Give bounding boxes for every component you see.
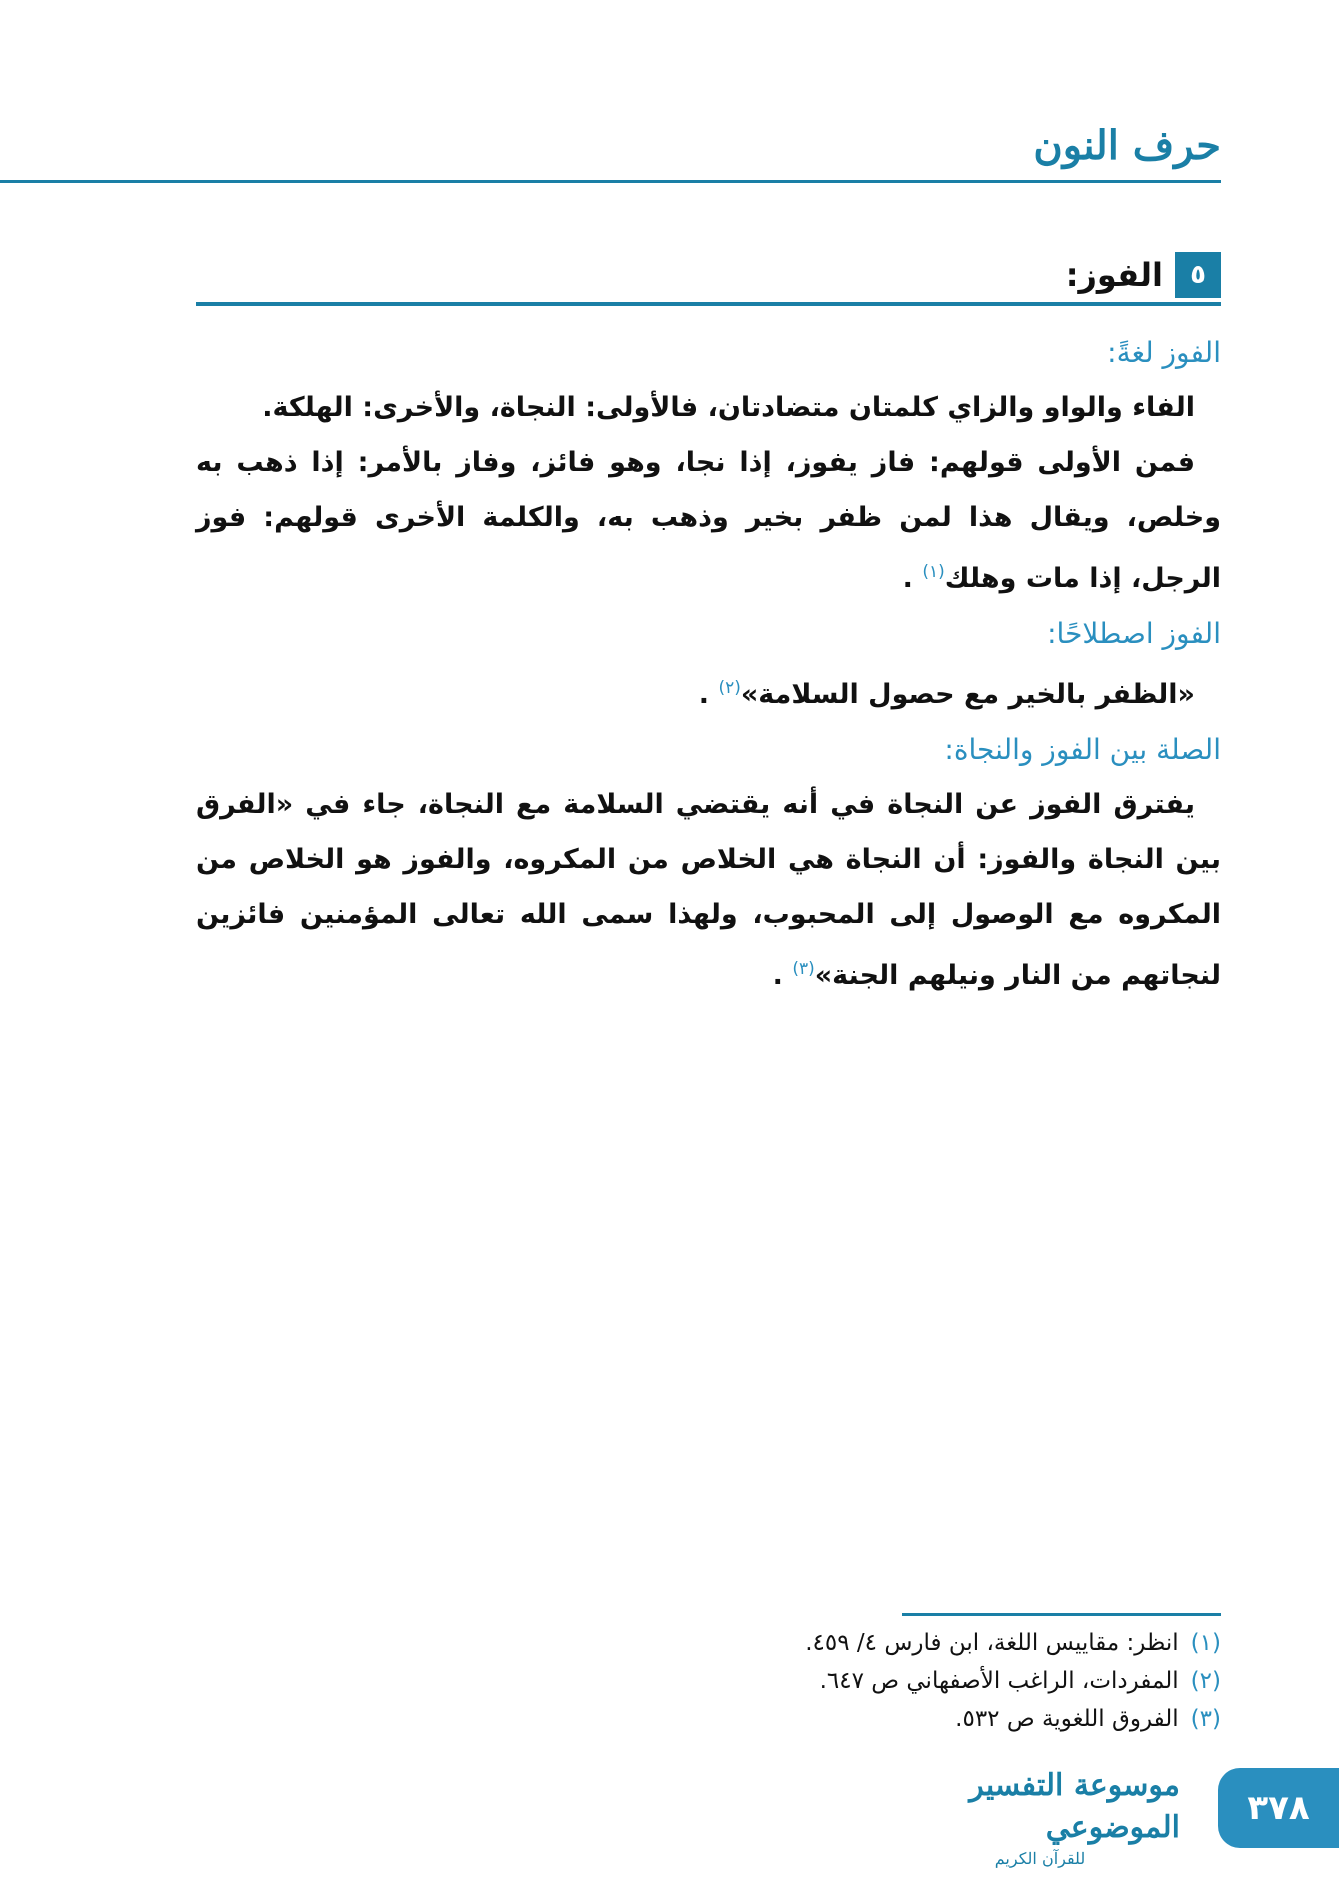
footnote-item <box>621 1700 1221 1738</box>
paragraph-2-text: فمن الأولى قولهم: فاز يفوز، إذا نجا، وهو فائز، وفاز بالأمر: إذا ذهب به وخلص، ويقال هذا لمن ظفر بخير وذهب به، والكلمة الأخرى قولهم: فوز الرجل، إذا مات وهلك <box>196 447 1221 594</box>
footnote-text: الفروق اللغوية ص ٥٣٢. <box>955 1706 1179 1732</box>
paragraph-4-text: يفترق الفوز عن النجاة في أنه يقتضي السلامة مع النجاة، جاء في «الفرق بين النجاة والفوز: أن النجاة هي الخلاص من المكروه، والفوز هو الخلاص من المكروه مع الوصول إلى المحبوب، ولهذا سمى الله تعالى المؤمنين فائزين لنجاتهم من النار ونيلهم الجنة» <box>196 789 1221 991</box>
logo-main-text: موسوعة التفسير الموضوعي <box>969 1768 1180 1845</box>
paragraph-4: يفترق الفوز عن النجاة في أنه يقتضي السلامة مع النجاة، جاء في «الفرق بين النجاة والفوز: أن النجاة هي الخلاص من المكروه، والفوز هو الخلاص من المكروه مع الوصول إلى المحبوب، ولهذا سمى الله تعالى المؤمنين فائزين لنجاتهم من النار ونيلهم الجنة»$^{(٣)}$ . <box>196 789 1221 991</box>
header-rule <box>0 180 1221 183</box>
footnote-ref-2[interactable]: (٢) <box>718 678 741 698</box>
footnote-ref-1[interactable]: (١) <box>922 562 945 582</box>
footnote-rule <box>902 1613 1221 1616</box>
footnote-text: المفردات، الراغب الأصفهاني ص ٦٤٧. <box>819 1668 1179 1694</box>
paragraph-3: «الظفر بالخير مع حصول السلامة»$^{(٢)}$ . <box>698 678 1195 710</box>
footnote-number: (٢) <box>1190 1668 1221 1694</box>
section-rule <box>196 302 1221 306</box>
encyclopedia-logo <box>900 1768 1180 1868</box>
footnote-number: (٣) <box>1190 1706 1221 1732</box>
footnote-text: انظر: مقاييس اللغة، ابن فارس ٤/ ٤٥٩. <box>805 1630 1179 1656</box>
subheading-linguistic: الفوز لغةً: <box>1107 336 1221 369</box>
paragraph-2: فمن الأولى قولهم: فاز يفوز، إذا نجا، وهو فائز، وفاز بالأمر: إذا ذهب به وخلص، ويقال هذا لمن ظفر بخير وذهب به، والكلمة الأخرى قولهم: فوز الرجل، إذا مات وهلك$^{(١)}$ . <box>196 447 1221 594</box>
footnotes <box>621 1624 1221 1738</box>
logo-sub-text: للقرآن الكريم <box>994 1849 1086 1868</box>
footnote-item <box>621 1662 1221 1700</box>
page-number-tab: ٣٧٨ <box>1218 1768 1339 1848</box>
subheading-technical: الفوز اصطلاحًا: <box>1047 617 1221 650</box>
footnote-item <box>621 1624 1221 1662</box>
main-content <box>196 325 1221 1003</box>
footnote-ref-3[interactable]: (٣) <box>792 959 815 979</box>
chapter-title: حرف النون <box>1033 122 1221 169</box>
section-number-badge: ٥ <box>1175 252 1221 298</box>
subheading-relation: الصلة بين الفوز والنجاة: <box>944 733 1221 766</box>
section-heading <box>1066 252 1221 298</box>
paragraph-1: الفاء والواو والزاي كلمتان متضادتان، فالأولى: النجاة، والأخرى: الهلكة. <box>262 392 1195 423</box>
footnote-number: (١) <box>1190 1630 1221 1656</box>
paragraph-3-text: «الظفر بالخير مع حصول السلامة» <box>740 679 1195 710</box>
section-title: الفوز: <box>1065 256 1163 294</box>
